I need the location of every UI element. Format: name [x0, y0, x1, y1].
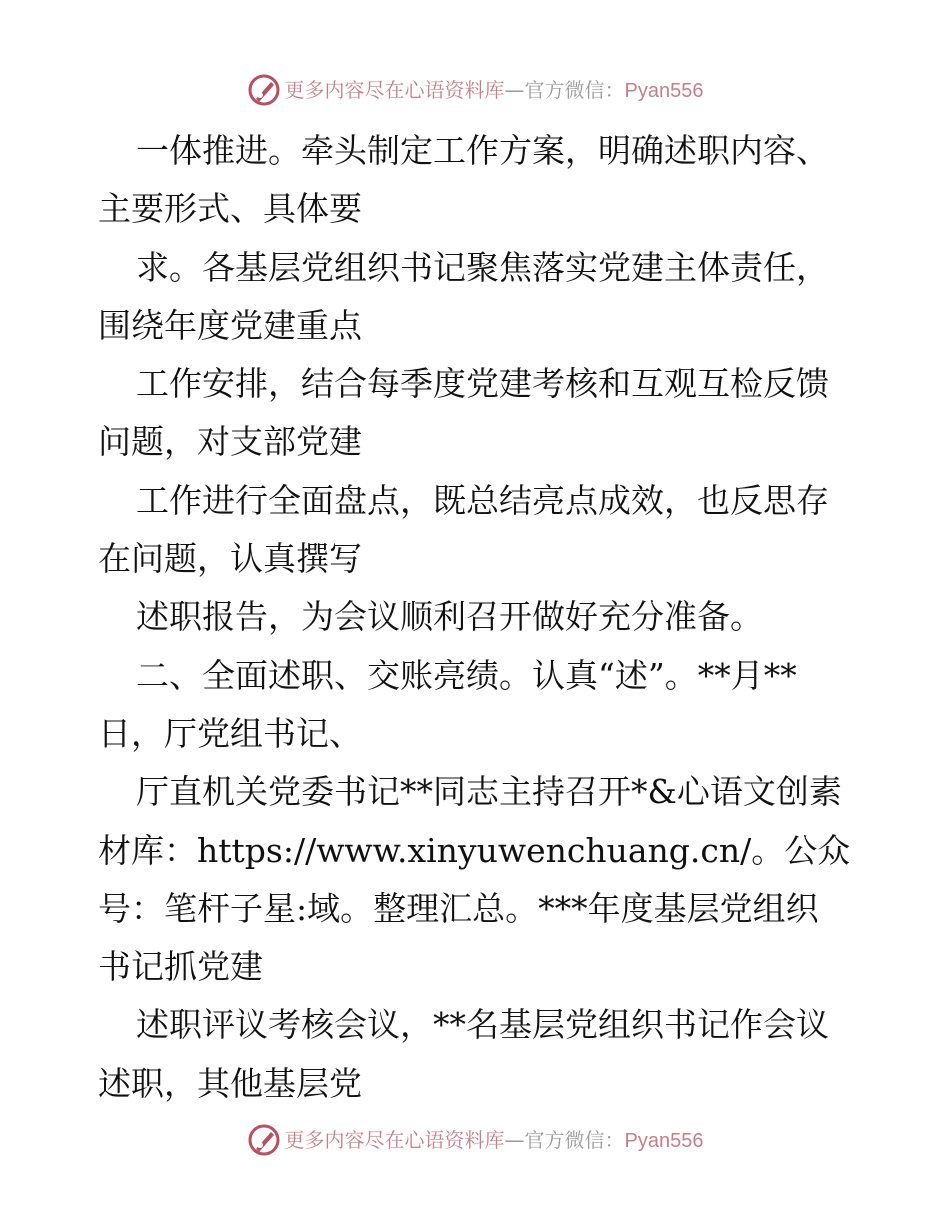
text-line: 围绕年度党建重点	[98, 305, 362, 345]
pen-logo-icon	[247, 73, 281, 107]
text-line: 述职报告，为会议顺利召开做好充分准备。	[136, 597, 763, 637]
text-line: 日，厅党组书记、	[98, 713, 362, 753]
text-line: 书记抓党建	[98, 947, 263, 987]
text-line: 主要形式、具体要	[98, 189, 362, 229]
footer-brand-text: 更多内容尽在心语资料库	[284, 1127, 505, 1152]
header-official-text: —官方微信：	[504, 77, 625, 102]
text-line: 号：笔杆子星:域。整理汇总。***年度基层党组织	[98, 888, 819, 928]
header-wechat-id: Pyan556	[624, 79, 704, 102]
text-line: 工作安排，结合每季度党建考核和互观互检反馈	[136, 364, 829, 404]
footer-official-text: —官方微信：	[504, 1127, 625, 1152]
document-body	[98, 122, 858, 1113]
header-watermark	[0, 68, 950, 112]
text-line: 工作进行全面盘点，既总结亮点成效，也反思存	[136, 480, 829, 520]
text-line: 述职评议考核会议，**名基层党组织书记作会议	[136, 1005, 829, 1045]
text-line: 述职，其他基层党	[98, 1063, 362, 1103]
header-brand-text: 更多内容尽在心语资料库	[284, 77, 505, 102]
text-line: 一体推进。牵头制定工作方案，明确述职内容、	[136, 131, 829, 170]
pen-logo-icon	[247, 1123, 281, 1157]
text-line: 在问题，认真撰写	[98, 539, 362, 579]
text-line: 二、全面述职、交账亮绩。认真“述”。**月**	[136, 655, 797, 695]
text-line: 材库：https://www.xinyuwenchuang.cn/。公众	[98, 830, 851, 870]
footer-watermark	[0, 1118, 950, 1162]
text-line: 求。各基层党组织书记聚焦落实党建主体责任，	[136, 247, 829, 287]
text-line: 问题，对支部党建	[98, 422, 362, 462]
text-line: 厅直机关党委书记**同志主持召开*&心语文创素	[136, 772, 842, 812]
footer-wechat-id: Pyan556	[624, 1129, 704, 1152]
